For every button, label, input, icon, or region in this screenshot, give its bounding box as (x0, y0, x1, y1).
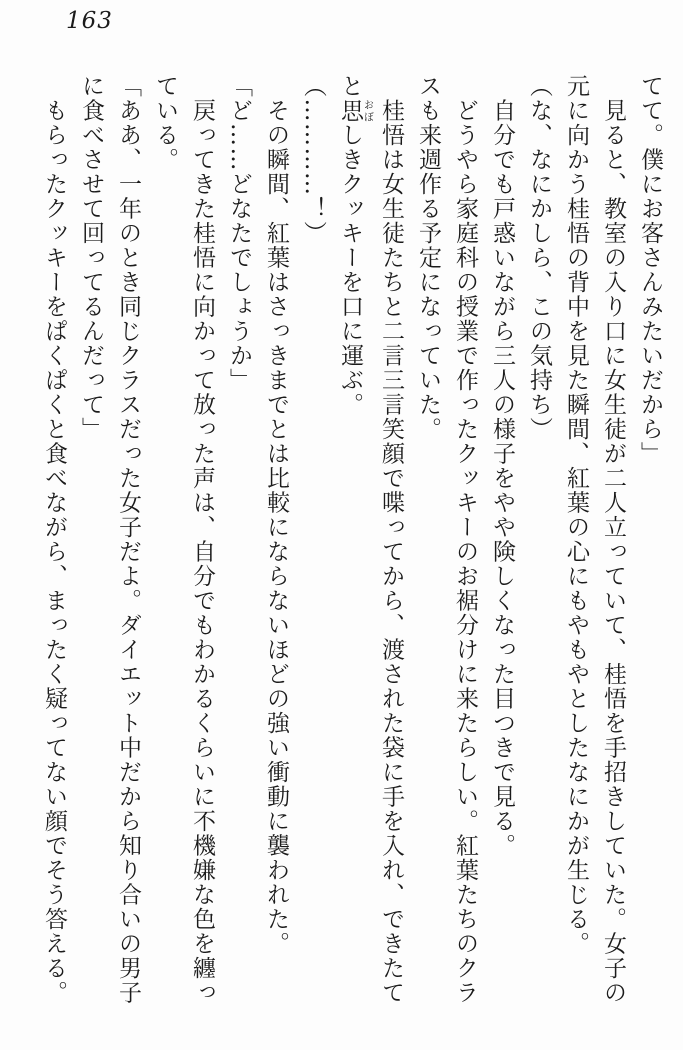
text-line: 自分でも戸惑いながら三人の様子をやや険しくなった目つきで見る。 (489, 74, 515, 858)
text-line: と思おぼしきクッキーを口に運ぶ。 (337, 74, 373, 417)
text-line: スも来週作る予定になっていた。 (415, 74, 441, 442)
ruby-annotation: 思おぼ (337, 98, 373, 123)
text-line: ている。 (152, 74, 178, 172)
text-line: 見ると、教室の入り口に女生徒が二人立っていて、桂悟を手招きしていた。女子の (600, 74, 626, 1005)
text-line: 「ど……どなたでしょうか」 (226, 74, 252, 393)
text-line: 戻ってきた桂悟に向かって放った声は、自分でもわかるくらいに不機嫌な色を纏っ (189, 74, 215, 1005)
text-line: 桂悟は女生徒たちと二言三言笑顔で喋ってから、渡された袋に手を入れ、できたて (378, 74, 404, 1005)
text-line: どうやら家庭科の授業で作ったクッキーのお裾分けに来たらしい。紅葉たちのクラ (452, 74, 478, 1005)
text-line: に食べさせて回ってるんだって」 (78, 74, 104, 442)
text-line: てて。僕にお客さんみたいだから」 (637, 74, 663, 466)
text-block (35, 74, 668, 1012)
text-line: （…………！） (300, 74, 326, 246)
text-line: その瞬間、紅葉はさっきまでとは比較にならないほどの強い衝動に襲われた。 (263, 74, 289, 956)
text-line: （な、なにかしら、この気持ち） (526, 74, 552, 442)
page-number: 163 (66, 8, 113, 34)
text-line: 「ああ、一年のとき同じクラスだった女子だよ。ダイエット中だから知り合いの男子 (115, 74, 141, 1005)
text-line: 元に向かう桂悟の背中を見た瞬間、紅葉の心にもやもやとしたなにかが生じる。 (563, 74, 589, 956)
text-line: もらったクッキーをぱくぱくと食べながら、まったく疑ってない顔でそう答える。 (41, 74, 67, 1005)
